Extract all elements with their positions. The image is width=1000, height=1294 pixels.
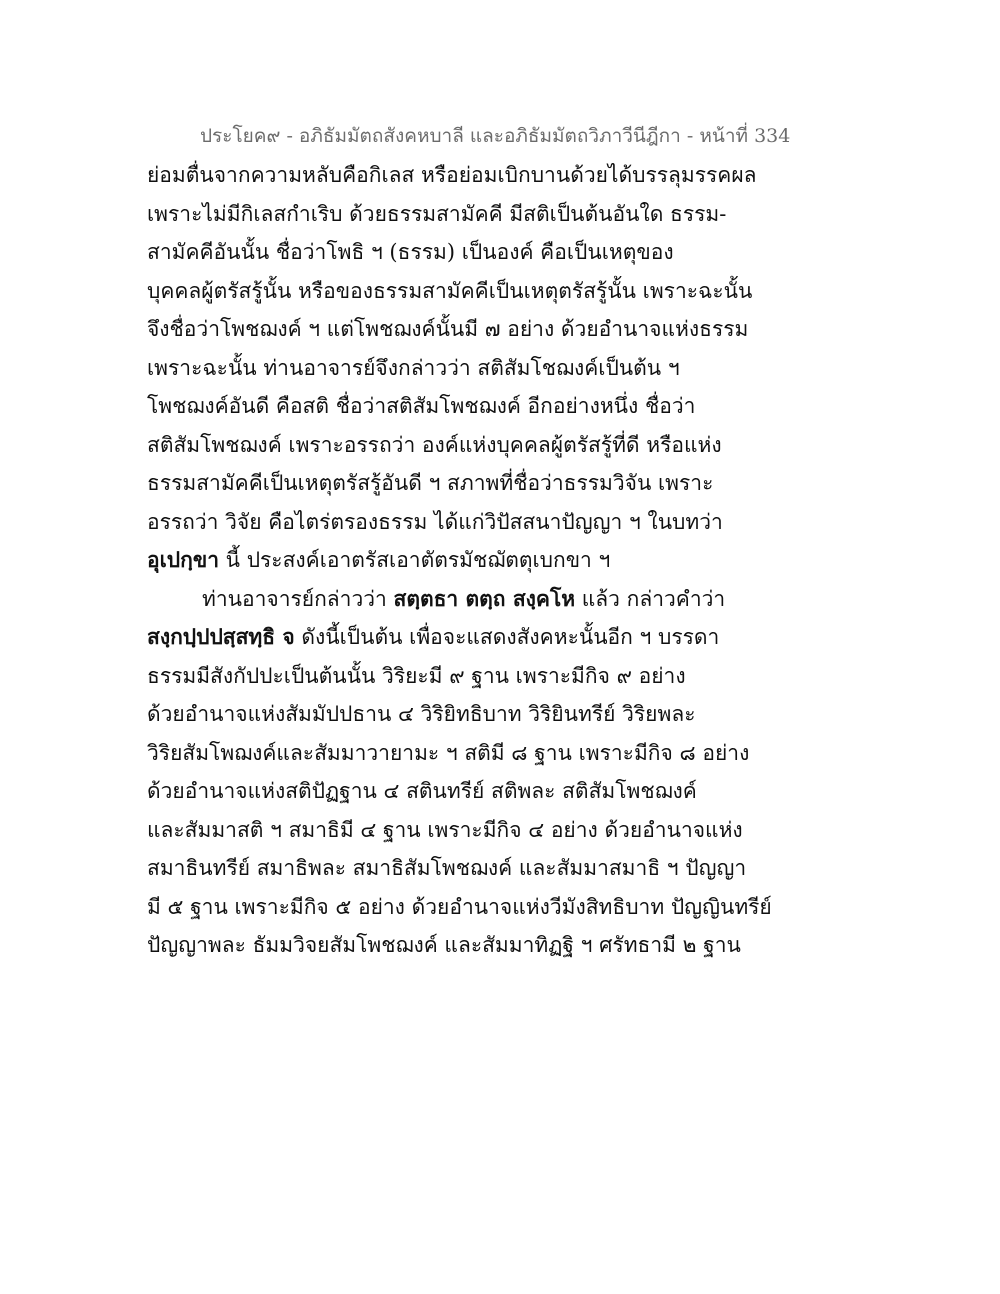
- text-line: เพราะไม่มีกิเลสกำเริบ ด้วยธรรมสามัคคี มีสติเป็นต้นอันใด ธรรม-: [147, 201, 727, 226]
- page-header: ประโยค๙ - อภิธัมมัตถสังคหบาลี และอภิธัมมัตถวิภาวีนีฎีกา - หน้าที่ 334: [200, 125, 791, 147]
- text-line: จึงชื่อว่าโพชฌงค์ ฯ แต่โพชฌงค์นั้นมี ๗ อย่าง ด้วยอำนาจแห่งธรรม: [147, 317, 749, 341]
- text-span: ดังนี้เป็นต้น เพื่อจะแสดงสังคหะนั้นอีก ฯ บรรดา: [294, 625, 720, 649]
- paragraph-start-line: [147, 580, 767, 619]
- text-line: บุคคลผู้ตรัสรู้นั้น หรือของธรรมสามัคคีเป็นเหตุตรัสรู้นั้น เพราะฉะนั้น: [147, 278, 753, 303]
- text-line: มี ๕ ฐาน เพราะมีกิจ ๕ อย่าง ด้วยอำนาจแห่งวีมังสิทธิบาท ปัญญินทรีย์: [147, 894, 772, 919]
- bold-term: อุเปกฺขา: [147, 547, 219, 572]
- text-line: เพราะฉะนั้น ท่านอาจารย์จึงกล่าวว่า สติสัมโชฌงค์เป็นต้น ฯ: [147, 355, 680, 380]
- text-line: ธรรมสามัคคีเป็นเหตุตรัสรู้อันดี ฯ สภาพที่ชื่อว่าธรรมวิจัน เพราะ: [147, 471, 714, 495]
- text-line: อรรถว่า วิจัย คือไตร่ตรองธรรม ได้แก่วิปัสสนาปัญญา ฯ ในบทว่า: [147, 509, 723, 534]
- text-line: ด้วยอำนาจแห่งสัมมัปปธาน ๔ วิริยิทธิบาท วิริยินทรีย์ วิริยพละ: [147, 702, 696, 726]
- text-span: นี้ ประสงค์เอาตรัสเอาตัตรมัชฌัตตุเบกขา ฯ: [218, 548, 611, 572]
- bold-term: สตฺตธา ตตฺถ สงฺคโห: [393, 585, 576, 611]
- text-span: ท่านอาจารย์กล่าวว่า: [202, 586, 394, 611]
- text-line: สติสัมโพชฌงค์ เพราะอรรถว่า องค์แห่งบุคคลผู้ตรัสรู้ที่ดี หรือแห่ง: [147, 432, 722, 457]
- text-line: สามัคคีอันนั้น ชื่อว่าโพธิ ฯ (ธรรม) เป็นองค์ คือเป็นเหตุของ: [147, 240, 674, 264]
- text-line: ธรรมมีสังกัปปะเป็นต้นนั้น วิริยะมี ๙ ฐาน เพราะมีกิจ ๙ อย่าง: [147, 663, 686, 688]
- text-line: สมาธินทรีย์ สมาธิพละ สมาธิสัมโพชฌงค์ และสัมมาสมาธิ ฯ ปัญญา: [147, 856, 747, 880]
- text-line: [147, 618, 767, 657]
- bold-term: สงฺกปฺปปสฺสทฺธิ จ: [147, 624, 295, 649]
- text-line: [147, 541, 767, 580]
- text-line: และสัมมาสติ ฯ สมาธิมี ๔ ฐาน เพราะมีกิจ ๔ อย่าง ด้วยอำนาจแห่ง: [147, 817, 743, 842]
- text-span: แล้ว กล่าวคำว่า: [575, 586, 726, 611]
- text-line: วิริยสัมโพฌงค์และสัมมาวายามะ ฯ สติมี ๘ ฐาน เพราะมีกิจ ๘ อย่าง: [147, 740, 750, 765]
- text-line: ด้วยอำนาจแห่งสติปัฏฐาน ๔ สตินทรีย์ สติพละ สติสัมโพชฌงค์: [147, 779, 697, 803]
- body-text: [147, 156, 772, 965]
- text-line: โพชฌงค์อันดี คือสติ ชื่อว่าสติสัมโพชฌงค์ อีกอย่างหนึ่ง ชื่อว่า: [147, 394, 696, 418]
- text-line: ย่อมตื่นจากความหลับคือกิเลส หรือย่อมเบิกบานด้วยได้บรรลุมรรคผล: [147, 163, 757, 187]
- text-line: ปัญญาพละ ธัมมวิจยสัมโพชฌงค์ และสัมมาทิฏฐิ ฯ ศรัทธามี ๒ ฐาน: [147, 933, 741, 957]
